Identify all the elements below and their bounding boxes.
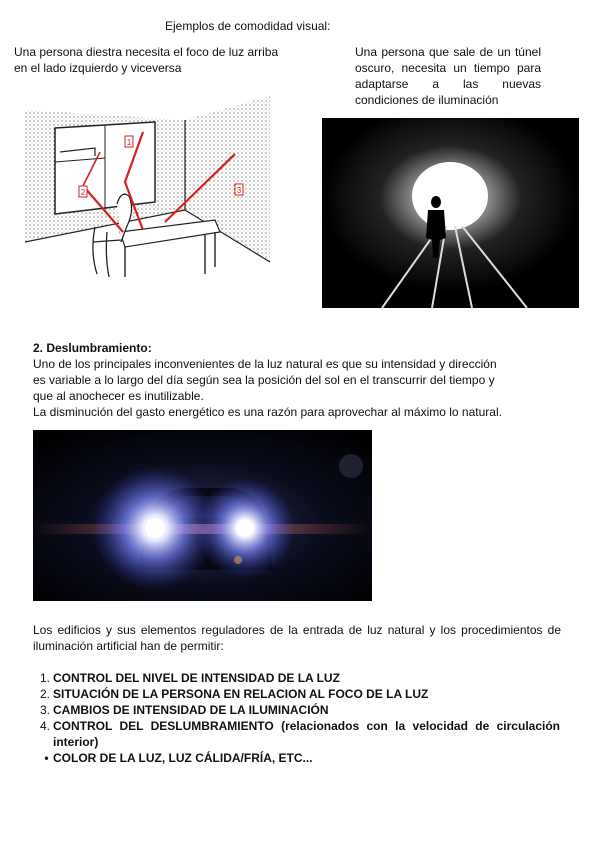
list-marker: 3. xyxy=(40,703,51,717)
list-item-text: SITUACIÓN DE LA PERSONA EN RELACION AL FOCO DE LA LUZ xyxy=(53,687,429,701)
list-item-text: CAMBIOS DE INTENSIDAD DE LA ILUMINACIÓN xyxy=(53,703,329,717)
list-marker: 4. xyxy=(40,719,51,733)
sketch-label-1: 1 xyxy=(126,138,132,147)
paragraph-gasto-energetico: La disminución del gasto energético es una razón para aprovechar al máximo lo natural. xyxy=(33,405,502,419)
requirements-list xyxy=(40,670,560,766)
car-headlights-photo xyxy=(33,430,372,601)
right-caption: Una persona que sale de un túnel oscuro, necesita un tiempo para adaptarse a las nuevas condiciones de iluminación xyxy=(355,45,541,107)
sketch-label-3: 3 xyxy=(236,186,242,195)
paragraph-line: que al anochecer es inutilizable. xyxy=(33,389,204,403)
list-item xyxy=(40,686,560,702)
list-marker: 2. xyxy=(40,687,51,701)
paragraph-luz-natural xyxy=(33,356,523,404)
desk-lighting-sketch xyxy=(25,92,272,284)
paragraph-line: Uno de los principales inconvenientes de la luz natural es que su intensidad y dirección xyxy=(33,357,497,371)
left-caption: Una persona diestra necesita el foco de luz arriba en el lado izquierdo y viceversa xyxy=(14,45,279,75)
list-item-text: COLOR DE LA LUZ, LUZ CÁLIDA/FRÍA, ETC... xyxy=(53,751,313,765)
list-item xyxy=(40,670,560,686)
list-marker: 1. xyxy=(40,671,51,685)
list-item-text: CONTROL DEL NIVEL DE INTENSIDAD DE LA LUZ xyxy=(53,671,340,685)
list-item xyxy=(40,702,560,718)
sketch-label-2: 2 xyxy=(80,188,86,197)
paragraph-edificios: Los edificios y sus elementos reguladores de la entrada de luz natural y los procedimientos de iluminación artificial han de permitir: xyxy=(33,623,561,653)
list-item xyxy=(40,750,560,766)
paragraph-line: es variable a lo largo del día según sea la posición del sol en el transcurrir del tiempo y xyxy=(33,373,495,387)
bullet-marker: • xyxy=(44,751,49,765)
list-item xyxy=(40,718,560,750)
section-heading: 2. Deslumbramiento: xyxy=(33,341,152,355)
tunnel-photo xyxy=(322,118,579,308)
page-title: Ejemplos de comodidad visual: xyxy=(165,19,331,33)
list-item-text: CONTROL DEL DESLUMBRAMIENTO (relacionados con la velocidad de circulación interior) xyxy=(53,719,560,749)
